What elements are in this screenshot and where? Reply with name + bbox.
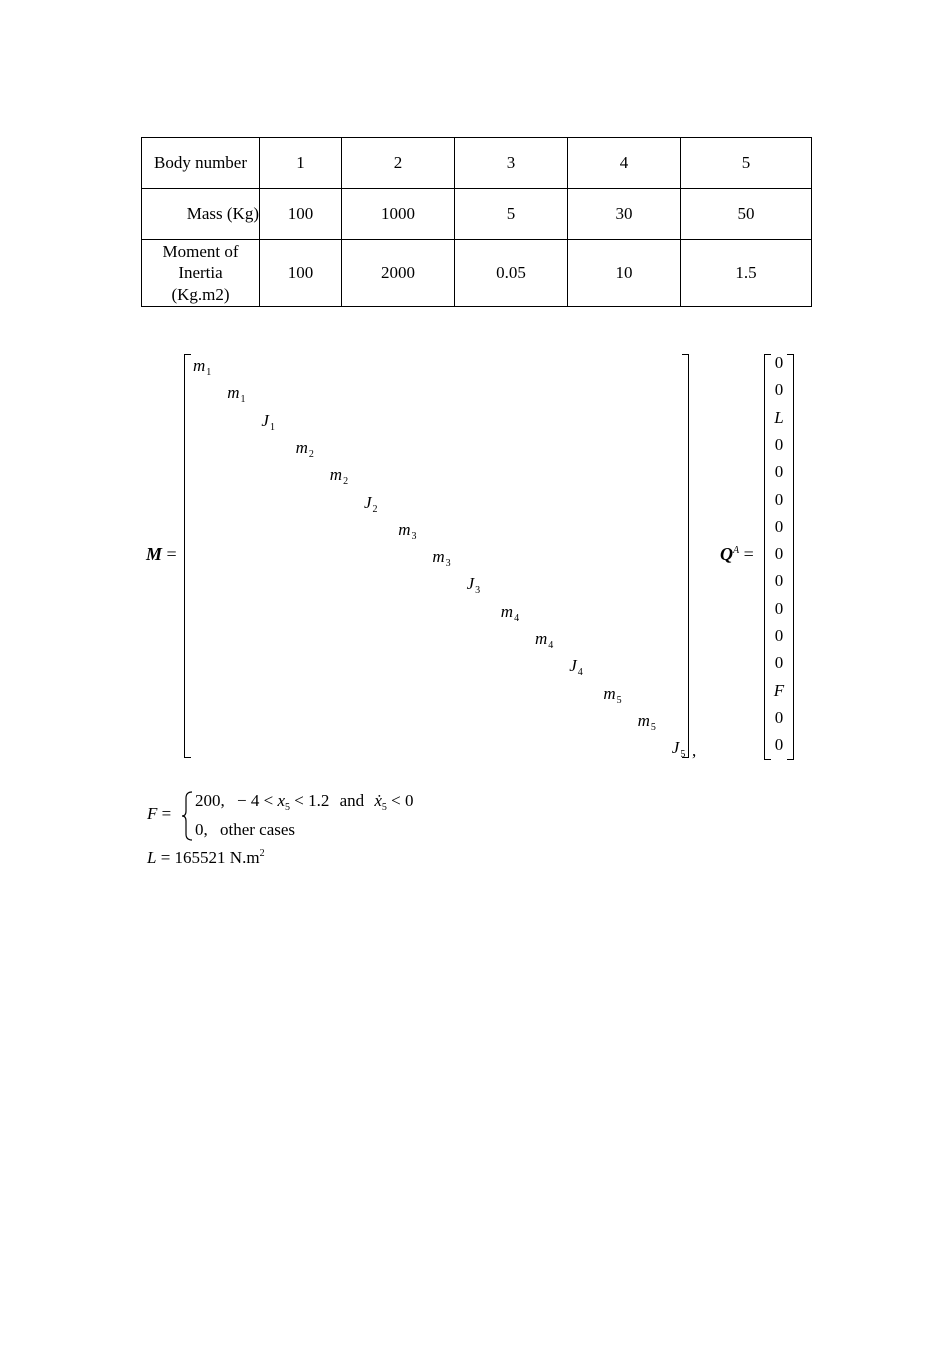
vector-entry: 0 (774, 653, 784, 673)
vector-entry: F (773, 680, 785, 700)
matrix-entry-symbol: m (227, 383, 240, 403)
matrix-entry (569, 656, 583, 678)
row-header-line: (Kg.m2) (171, 284, 230, 304)
table-cell: 10 (568, 240, 681, 307)
matrix-entry-symbol: m (432, 547, 445, 567)
vector-entry: 0 (774, 735, 784, 755)
table-cell: 1 (260, 138, 342, 189)
matrix-entry-subscript: 2 (343, 476, 349, 488)
force-vector-symbol: Q (720, 544, 733, 564)
vector-entry: 0 (774, 571, 784, 591)
matrix-entry-symbol: J (569, 656, 577, 676)
matrix-entry-subscript: 1 (206, 367, 212, 378)
matrix-entry-subscript: 4 (514, 612, 520, 624)
matrix-entry-subscript: 5 (680, 749, 686, 761)
matrix-entry (501, 602, 519, 624)
mass-matrix-left-bracket (184, 354, 191, 758)
vector-entry: 0 (774, 434, 784, 454)
matrix-entry (432, 547, 450, 569)
mass-matrix-right-bracket (680, 354, 689, 761)
matrix-entry (638, 711, 656, 733)
piecewise-lhs (147, 804, 171, 824)
matrix-entry-symbol: m (193, 356, 206, 375)
matrix-entry-symbol: m (637, 710, 650, 730)
matrix-entry (193, 356, 211, 378)
matrix-entry-symbol: m (295, 437, 308, 457)
mass-matrix-lhs (146, 544, 177, 565)
matrix-entry-subscript: 3 (475, 585, 481, 597)
matrix-entry-symbol: J (261, 410, 269, 430)
matrix-entry-symbol: m (535, 629, 548, 648)
matrix-entry-subscript: 1 (240, 394, 246, 406)
table-cell: 3 (455, 138, 568, 189)
case-2-value: 0, (195, 820, 208, 839)
vector-entry: 0 (774, 353, 784, 372)
case-1-value: 200, (195, 791, 225, 810)
matrix-entry-symbol: m (500, 601, 514, 621)
matrix-entry (672, 738, 686, 760)
matrix-entry-subscript: 1 (269, 421, 275, 433)
equals-sign: = (161, 804, 172, 823)
matrix-entry-symbol: J (671, 738, 680, 758)
table-cell: 2000 (342, 240, 455, 307)
table-cell: 1000 (342, 189, 455, 240)
matrix-entry (467, 574, 481, 596)
matrix-entry-symbol: m (329, 465, 343, 485)
matrix-entry (227, 383, 245, 405)
case-1-velocity-condition: < 0 (391, 791, 414, 810)
piecewise-brace (180, 790, 194, 842)
table-cell: 0.05 (455, 240, 568, 307)
matrix-entry-subscript: 3 (411, 530, 417, 542)
row-header-line: Moment of (162, 242, 239, 262)
case-1-upper-bound: < 1.2 (294, 791, 330, 810)
matrix-entry-subscript: 5 (616, 694, 622, 706)
matrix-entry-symbol: m (398, 519, 411, 539)
table-cell: 1.5 (681, 240, 812, 307)
body-properties-table (141, 137, 812, 307)
matrix-entry (535, 629, 553, 651)
piecewise-case-2 (195, 820, 295, 840)
row-header: Mass (Kg) (142, 189, 260, 240)
vector-entry: 0 (774, 598, 784, 618)
case-1-subscript: 5 (284, 802, 290, 813)
vector-entry: L (774, 407, 784, 427)
table-row (142, 240, 812, 307)
table-cell: 2 (342, 138, 455, 189)
table-cell: 5 (681, 138, 812, 189)
vector-entry: 0 (774, 544, 784, 564)
matrix-entry (364, 493, 378, 515)
trailing-comma: , (692, 741, 697, 760)
row-header (142, 240, 260, 307)
force-vector-superscript: A (733, 545, 740, 556)
table-cell: 30 (568, 189, 681, 240)
matrix-entry (296, 438, 314, 460)
piecewise-symbol: F (147, 804, 158, 823)
case-1-and: and (339, 791, 365, 810)
matrix-entry-subscript: 4 (577, 667, 583, 679)
matrix-entry (261, 411, 275, 433)
constant-unit-exponent: 2 (259, 848, 265, 859)
table-row (142, 138, 812, 189)
matrix-entry-subscript: 3 (445, 558, 451, 570)
force-vector-lhs (720, 544, 754, 565)
equals-sign: = (743, 544, 754, 564)
table-row (142, 189, 812, 240)
constant-L (147, 848, 265, 868)
case-2-text: other cases (220, 820, 296, 839)
row-header: Body number (142, 138, 260, 189)
piecewise-case-1 (195, 791, 414, 813)
matrix-entry (398, 520, 416, 542)
constant-symbol: L (147, 848, 157, 867)
vector-entry: 0 (774, 380, 784, 400)
row-header-line: Inertia (178, 263, 223, 283)
case-1-velocity-subscript: 5 (381, 802, 387, 813)
vector-entry: 0 (774, 626, 784, 645)
vector-entry: 0 (774, 516, 784, 536)
table-cell: 4 (568, 138, 681, 189)
matrix-entry (330, 465, 348, 487)
matrix-entry-symbol: J (466, 574, 475, 594)
table-cell: 100 (260, 240, 342, 307)
equals-sign: = (166, 544, 177, 564)
mass-matrix-symbol: M (146, 544, 163, 564)
vector-entry: 0 (774, 462, 784, 482)
table-cell: 100 (260, 189, 342, 240)
matrix-entry-symbol: J (364, 492, 372, 512)
matrix-entry-subscript: 4 (548, 640, 554, 651)
table-cell: 50 (681, 189, 812, 240)
matrix-entry (603, 684, 621, 706)
vector-entry: 0 (774, 707, 784, 727)
case-1-variable: x (277, 791, 285, 810)
case-1-lower-bound: − 4 < (237, 791, 274, 810)
matrix-entry-symbol: m (603, 683, 616, 703)
table-cell: 5 (455, 189, 568, 240)
matrix-entry-subscript: 2 (308, 448, 314, 460)
matrix-entry-subscript: 2 (372, 503, 378, 515)
matrix-entry-subscript: 5 (650, 721, 656, 733)
vector-entry: 0 (774, 489, 784, 509)
constant-value: = 165521 N.m (160, 848, 260, 867)
case-1-velocity-variable: ẋ (374, 791, 382, 810)
